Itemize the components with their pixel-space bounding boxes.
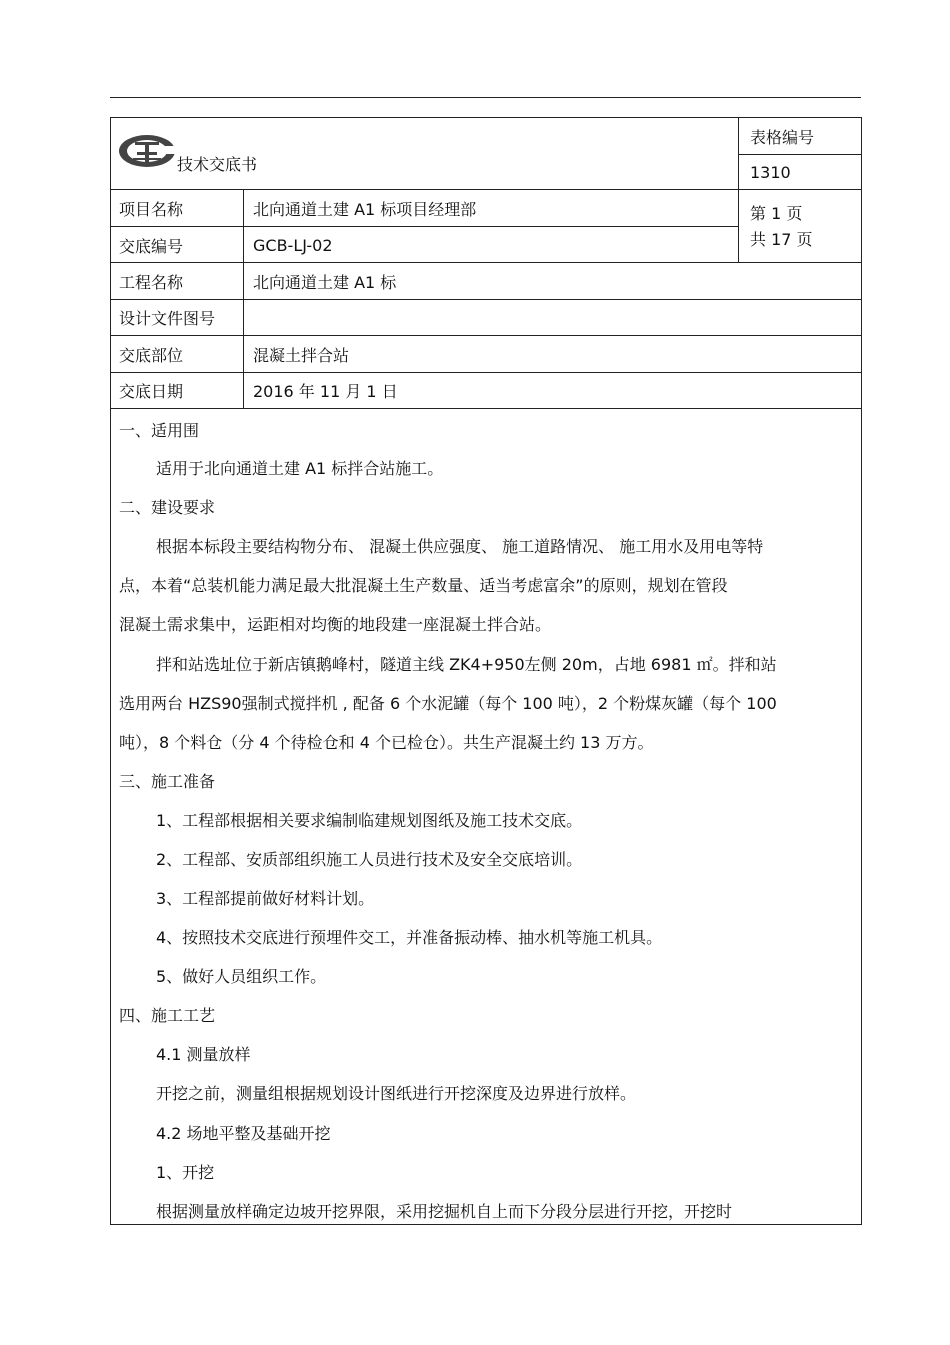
- subsection-heading: 4.2 场地平整及基础开挖: [156, 1124, 331, 1143]
- section-heading: 一、适用围: [119, 421, 200, 440]
- list-item: 1、工程部根据相关要求编制临建规划图纸及施工技术交底。: [156, 811, 583, 830]
- info-row-date: [111, 373, 861, 409]
- subsection-heading: 1、开挖: [156, 1163, 215, 1182]
- form-number-label: 表格编号: [750, 127, 815, 147]
- info-value-project: 北向通道土建 A1 标项目经理部: [253, 199, 477, 219]
- paragraph: 根据测量放样确定边坡开挖界限，采用挖掘机自上而下分段分层进行开挖，开挖时: [156, 1202, 733, 1221]
- info-row-location: [111, 336, 861, 373]
- info-value-engineering: 北向通道土建 A1 标: [253, 272, 397, 292]
- info-label-date: 交底日期: [119, 382, 184, 401]
- info-label-location: 交底部位: [119, 345, 184, 365]
- paragraph-line: 根据本标段主要结构物分布、 混凝土供应强度、 施工道路情况、 施工用水及用电等特: [156, 537, 764, 556]
- total-pages: 共 17 页: [750, 229, 813, 249]
- paragraph: 开挖之前，测量组根据规划设计图纸进行开挖深度及边界进行放样。: [156, 1084, 637, 1103]
- paragraph: 适用于北向通道土建 A1 标拌合站施工。: [156, 459, 444, 478]
- list-item: 2、工程部、安质部组织施工人员进行技术及安全交底培训。: [156, 850, 583, 869]
- subsection-heading: 4.1 测量放样: [156, 1045, 251, 1064]
- info-value-location: 混凝土拌合站: [253, 345, 350, 365]
- form-number-value: 1310: [750, 162, 791, 182]
- section-heading: 三、施工准备: [119, 772, 216, 791]
- page-number: 第 1 页: [750, 203, 803, 223]
- document-title: 技术交底书: [177, 155, 258, 174]
- company-logo-icon: [117, 132, 179, 170]
- info-row-drawing: [111, 300, 861, 336]
- list-item: 5、做好人员组织工作。: [156, 967, 327, 986]
- info-label-code: 交底编号: [119, 236, 184, 256]
- info-label-drawing: 设计文件图号: [119, 309, 216, 328]
- form-header-row: [111, 118, 861, 190]
- info-group-top: [111, 190, 861, 263]
- paragraph-line: 选用两台 HZS90强制式搅拌机 , 配备 6 个水泥罐（每个 100 吨），2 个粉煤灰罐（每个 100: [119, 694, 777, 713]
- info-value-code: GCB-LJ-02: [253, 235, 333, 255]
- info-value-date: 2016 年 11 月 1 日: [253, 382, 398, 401]
- info-label-project: 项目名称: [119, 199, 184, 219]
- paragraph-line: 点，本着“总装机能力满足最大批混凝土生产数量、适当考虑富余”的原则，规划在管段: [119, 576, 728, 595]
- paragraph-line: 拌和站选址位于新店镇鹅峰村，隧道主线 ZK4+950左侧 20m，占地 6981 ㎡。拌和站: [156, 655, 777, 674]
- list-item: 3、工程部提前做好材料计划。: [156, 889, 375, 908]
- paragraph-line: 吨），8 个料仓（分 4 个待检仓和 4 个已检仓）。共生产混凝土约 13 万方。: [119, 733, 654, 752]
- header-rule: [110, 97, 861, 98]
- disclosure-form: [110, 117, 862, 1225]
- section-heading: 四、施工工艺: [119, 1006, 216, 1025]
- info-label-engineering: 工程名称: [119, 272, 184, 292]
- paragraph-line: 混凝土需求集中，运距相对均衡的地段建一座混凝土拌合站。: [119, 615, 552, 634]
- section-heading: 二、建设要求: [119, 498, 216, 517]
- list-item: 4、按照技术交底进行预埋件交工，并准备振动棒、抽水机等施工机具。: [156, 928, 663, 947]
- info-row-engineering: [111, 263, 861, 300]
